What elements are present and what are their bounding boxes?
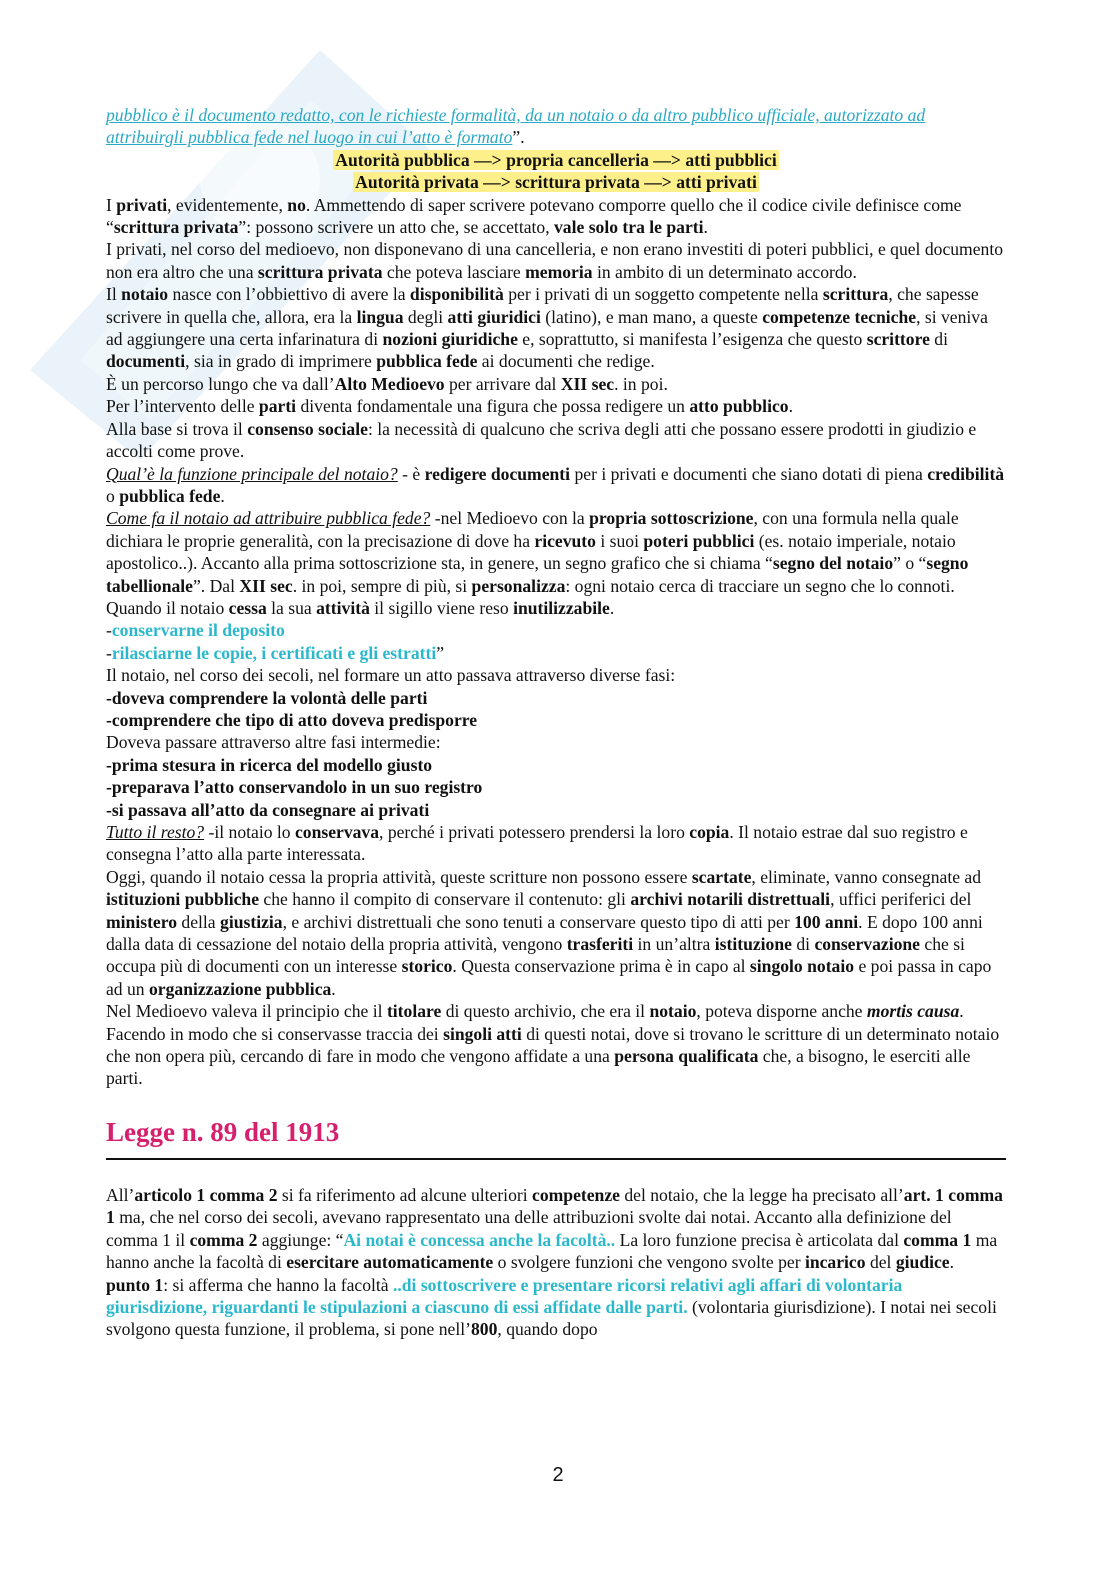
bold-text: credibilità [927, 463, 1005, 484]
text: . in poi. [614, 373, 668, 394]
paragraph-cessazione [106, 597, 1006, 619]
text: : ogni notaio cerca di tracciare un segno che lo connoti. [565, 575, 955, 596]
bold-text: persona qualificata [614, 1046, 759, 1067]
text: di questo archivio, che era il [441, 1001, 650, 1022]
bold-text: giudice [895, 1252, 950, 1273]
text: di questi notai, dove si trovano le scritture di un determinato notaio che non opera più, cercando di fare in modo che vengono affidate a una [106, 1023, 1000, 1067]
text: ”. Dal [193, 575, 240, 596]
paragraph-notaio [106, 283, 1006, 373]
text: e, soprattutto, si manifesta l’esigenza che questo [517, 329, 867, 350]
text: per arrivare dal [444, 373, 561, 394]
text: All’ [106, 1184, 135, 1205]
text: ”. [512, 127, 525, 148]
cyan-text: rilasciarne le copie, i certificati e gli estratti [111, 642, 437, 663]
text: (latino), e man mano, a queste [540, 306, 763, 327]
text: e poi passa in capo ad un [106, 956, 992, 999]
text: ” [436, 642, 445, 663]
bold-text: poteri pubblici [643, 530, 755, 551]
phase-item: -si passava all’atto da consegnare ai privati [106, 799, 430, 820]
text: - [106, 642, 112, 663]
cyan-text: Ai notai è concessa anche la facoltà.. [343, 1229, 616, 1250]
bold-text: inutilizzabile [513, 597, 610, 618]
text: Nel Medioevo valeva il principio che il [106, 1001, 387, 1022]
text: ”: possono scrivere un atto che, se accettato, [238, 217, 554, 238]
bold-text: competenze tecniche [762, 306, 917, 327]
paragraph-fasi: Il notaio, nel corso dei secoli, nel formare un atto passava attraverso diverse fasi: [106, 665, 676, 686]
page-number: 2 [552, 1464, 564, 1486]
bold-text: 800 [471, 1319, 498, 1340]
paragraph-pubblica-fede [106, 507, 1006, 597]
bold-text: atto pubblico [689, 396, 789, 417]
text: ” o “ [893, 553, 927, 574]
bold-italic-text: mortis causa [866, 1001, 960, 1022]
bold-text: notaio [649, 1001, 697, 1022]
text: -nel Medioevo con la [430, 508, 590, 529]
text: nasce con l’obbiettivo di avere la [168, 284, 410, 305]
text: I privati, nel corso del medioevo, non disponevano di una cancelleria, e non erano investiti di poteri pubblici, e quel documento non era altro che una [106, 239, 1004, 282]
bold-text: archivi notarili distrettuali [630, 889, 831, 910]
bold-text: pubblica fede [376, 351, 478, 372]
text: degli [403, 306, 448, 327]
bold-text: nozioni giuridiche [382, 329, 518, 350]
text: . Questa conservazione prima è in capo al [452, 956, 750, 977]
bold-text: comma 2 [189, 1229, 258, 1250]
text: che si occupa più di documenti con un interesse [106, 934, 965, 977]
bold-text: personalizza [471, 575, 566, 596]
bold-text: art. 1 comma 1 [106, 1184, 1003, 1228]
legal-definition-link[interactable]: pubblico è il documento redatto, con le richieste formalità, da un notaio o da altro pubblico ufficiale, autorizzato ad attribuirgli pubblica fede nel luogo in cui l’atto è formato [106, 105, 926, 148]
bold-text: XII sec [560, 373, 615, 394]
paragraph-consenso [106, 418, 1006, 463]
bold-text: incarico [804, 1252, 866, 1273]
text: diventa fondamentale una figura che possa redigere un [296, 396, 690, 417]
paragraph-punto-1 [106, 1274, 1006, 1341]
text: i suoi [595, 530, 644, 551]
text: , perché i privati potessero prendersi la loro [379, 822, 690, 842]
text: , eliminate, vanno consegnate ad [751, 866, 982, 887]
text: , poteva disporne anche [696, 1001, 867, 1022]
bold-text: Alto Medioevo [334, 373, 445, 394]
text: . [703, 217, 708, 238]
text: . Il notaio estrae dal suo registro e consegna l’atto alla parte interessata. [106, 822, 968, 865]
text: . [788, 396, 793, 417]
bold-text: storico [401, 956, 453, 977]
phase-item: -doveva comprendere la volontà delle parti [106, 687, 428, 708]
text: in ambito di un determinato accordo. [592, 261, 857, 282]
bold-text: segno tabellionale [106, 553, 969, 596]
text: per i privati di un soggetto competente nella [503, 284, 823, 305]
bold-text: comma 1 [903, 1229, 972, 1250]
text: . [331, 978, 336, 999]
text: la sua [266, 597, 317, 618]
text: : si afferma che hanno la facoltà [163, 1274, 393, 1295]
bold-text: documenti [106, 351, 186, 372]
bold-text: atti giuridici [447, 306, 541, 327]
text: Il [106, 284, 122, 305]
bold-text: istituzione [714, 934, 792, 955]
text: Per l’intervento delle [106, 396, 259, 417]
bold-text: articolo 1 comma 2 [134, 1184, 278, 1205]
bold-text: scrittura privata [113, 217, 239, 238]
bold-text: cessa [228, 597, 267, 618]
text: , quando dopo [497, 1319, 598, 1340]
highlight-line-2 [106, 171, 1006, 193]
text: I [106, 194, 117, 215]
text: del notaio, che la legge ha precisato all’ [619, 1184, 904, 1205]
text: , con una formula nella quale dichiara le proprie generalità, con la precisazione di dove ha [106, 508, 959, 551]
text: , si veniva ad aggiungere una certa infarinatura di [106, 306, 988, 350]
bold-text: segno del notaio [772, 553, 894, 574]
paragraph-privati [106, 194, 1006, 239]
phase-item: -prima stesura in ricerca del modello giusto [106, 754, 433, 775]
section-divider [106, 1158, 1006, 1160]
bold-text: istituzioni pubbliche [106, 889, 260, 910]
bold-text: parti [258, 396, 297, 417]
text: in un’altra [633, 934, 715, 955]
text: Quando il notaio [106, 597, 229, 618]
paragraph-mortis-causa [106, 1000, 1006, 1090]
text: . Facendo in modo che si conservasse traccia dei [106, 1001, 964, 1044]
text: o [106, 485, 120, 506]
text: che hanno il compito di conservare il contenuto: gli [259, 889, 631, 910]
bold-text: propria sottoscrizione [589, 508, 754, 529]
bold-text: competenze [532, 1184, 620, 1205]
bold-text: memoria [525, 261, 593, 282]
text: , uffici periferici del [830, 889, 972, 910]
bold-text: redigere documenti [424, 463, 571, 484]
highlight-text: Autorità privata —> scrittura privata —> atti privati [355, 172, 757, 193]
bold-text: conservava [294, 822, 380, 842]
text: La loro funzione precisa è articolata dal [615, 1229, 904, 1250]
text: che, a bisogno, le eserciti alle parti. [106, 1046, 971, 1089]
paragraph-medioevo [106, 238, 1006, 283]
text: aggiunge: “ [257, 1229, 344, 1250]
text: di [791, 934, 815, 955]
text: È un percorso lungo che va dall’ [106, 373, 335, 394]
text: . E dopo 100 anni dalla data di cessazione del notaio della propria attività, vengono [106, 911, 983, 955]
paragraph-funzione [106, 463, 1006, 508]
phase-item: -preparava l’atto conservandolo in un suo registro [106, 777, 483, 798]
text: ai documenti che redige. [477, 351, 655, 372]
text: (es. notaio imperiale, notaio apostolico..). Accanto alla prima sottoscrizione sta, in genere, un segno grafico che si chiama “ [106, 530, 956, 574]
list-item-deposito [106, 619, 1006, 641]
bold-text: lingua [356, 306, 404, 327]
bold-text: pubblica fede [119, 485, 221, 506]
bold-text: singolo notaio [749, 956, 855, 977]
bold-text: notaio [121, 284, 169, 305]
text: della [177, 911, 221, 932]
cyan-text: ..di sottoscrivere e presentare ricorsi relativi agli affari di volontaria giurisdizione, riguardanti le stipulazioni a ciascuno di essi affidate dalle parti. [106, 1274, 903, 1317]
text: che poteva lasciare [382, 261, 526, 282]
text: . [609, 597, 615, 618]
text: - è [397, 463, 425, 484]
cyan-text: conservarne il deposito [111, 620, 285, 641]
question-text: Come fa il notaio ad attribuire pubblica fede? [106, 508, 431, 529]
bold-text: esercitare automaticamente [286, 1252, 494, 1273]
paragraph-resto [106, 821, 1006, 866]
highlight-line-1 [106, 149, 1006, 171]
text: il sigillo viene reso [369, 597, 514, 618]
paragraph-percorso [106, 373, 1006, 395]
bold-text: organizzazione pubblica [149, 978, 332, 999]
text: o svolgere funzioni che vengono svolte per [493, 1252, 805, 1273]
text: (volontaria giurisdizione). I notai nei secoli svolgono questa funzione, il problema, si pone nell’ [106, 1296, 997, 1340]
bold-text: scartate [691, 866, 752, 887]
text: , e archivi distrettuali che sono tenuti a conservare questo tipo di atti per [282, 911, 795, 932]
paragraph-oggi [106, 866, 1006, 1000]
bold-text: scrittura [822, 284, 889, 305]
paragraph-articolo [106, 1184, 1006, 1274]
text: Alla base si trova il [106, 418, 248, 439]
text: Oggi, quando il notaio cessa la propria attività, queste scritture non possono essere [106, 866, 692, 887]
text: si fa riferimento ad alcune ulteriori [277, 1184, 533, 1205]
question-text: Tutto il resto? [106, 822, 205, 842]
text: per i privati e documenti che siano dotati di piena [570, 463, 928, 484]
text: ma hanno anche la facoltà di [106, 1229, 998, 1273]
bold-text: attività [316, 597, 370, 618]
text: di [929, 329, 948, 350]
bold-text: conservazione [814, 934, 920, 955]
bold-text: disponibilità [409, 284, 504, 305]
question-text: Qual’è la funzione principale del notaio? [106, 463, 398, 484]
bold-text: titolare [386, 1001, 442, 1022]
text: - [106, 620, 112, 641]
bold-text: scrittore [866, 329, 930, 350]
text: : la necessità di qualcuno che scriva degli atti che possano essere prodotti in giudizio e accolti come prove. [106, 418, 977, 462]
text: . [949, 1252, 955, 1273]
bold-text: punto 1 [106, 1274, 164, 1295]
bold-text: consenso sociale [247, 418, 368, 439]
text: ma, che nel corso dei secoli, avevano rappresentato una delle attribuzioni svolte dai notai. Accanto alla definizione del comma 1 il [106, 1207, 952, 1250]
bold-text: giustizia [220, 911, 283, 932]
text: , evidentemente, [167, 194, 288, 215]
list-item-copie [106, 642, 1006, 664]
bold-text: XII sec [239, 575, 293, 596]
bold-text: vale solo tra le parti [554, 217, 704, 238]
bold-text: copia [689, 822, 730, 842]
document-body [106, 104, 1006, 1341]
intro-link-paragraph [106, 104, 1006, 149]
bold-text: trasferiti [566, 934, 634, 955]
text: , sia in grado di imprimere [185, 351, 377, 372]
text: del [865, 1252, 896, 1273]
text: . [220, 485, 225, 506]
paragraph-fasi-intermedie: Doveva passare attraverso altre fasi intermedie: [106, 732, 441, 753]
text: . Ammettendo di saper scrivere potevano comporre quello che il codice civile definisce come “ [106, 194, 962, 238]
bold-text: 100 anni [794, 911, 859, 932]
phase-item: -comprendere che tipo di atto doveva predisporre [106, 709, 478, 730]
text: . in poi, sempre di più, si [292, 575, 472, 596]
bold-text: ricevuto [534, 530, 596, 551]
bold-text: no [287, 194, 306, 215]
paragraph-parti [106, 395, 1006, 417]
highlight-text: Autorità pubblica —> propria cancelleria —> atti pubblici [335, 149, 777, 170]
bold-text: privati [116, 194, 168, 215]
section-title: Legge n. 89 del 1913 [106, 1116, 340, 1147]
bold-text: scrittura privata [257, 261, 383, 282]
text: , che sapesse scrivere in quella che, allora, era la [106, 284, 979, 327]
bold-text: ministero [106, 911, 178, 932]
text: -il notaio lo [204, 822, 295, 842]
bold-text: singoli atti [443, 1023, 522, 1044]
